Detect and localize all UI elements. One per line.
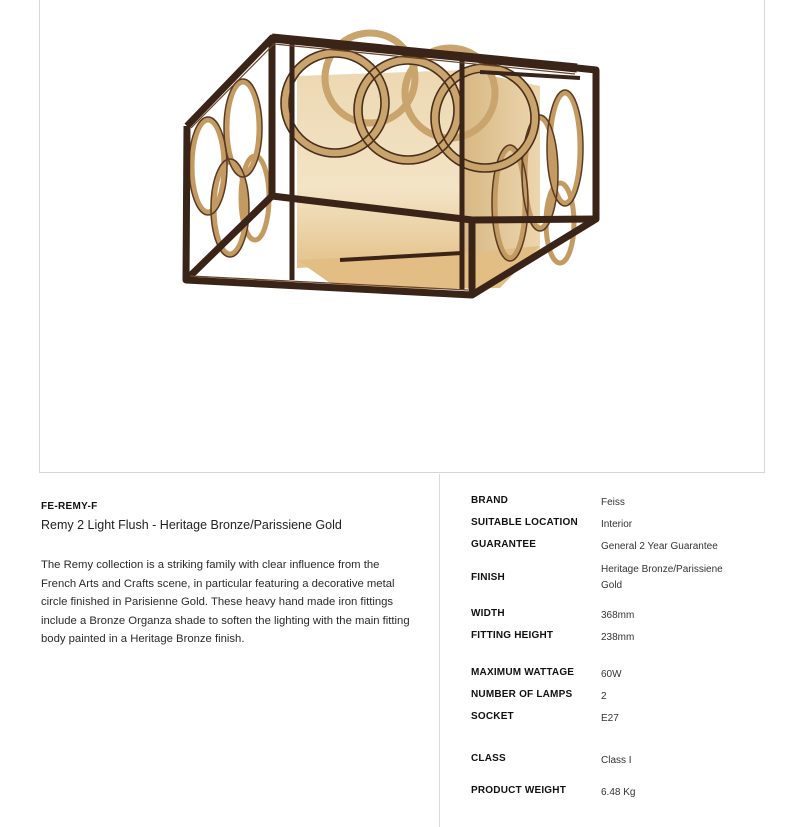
spec-row-product-weight [471, 785, 771, 803]
spec-row-number-of-lamps [471, 689, 771, 707]
spec-row-maximum-wattage [471, 667, 771, 685]
spec-value: Feiss [601, 497, 625, 508]
product-title: Remy 2 Light Flush - Heritage Bronze/Parissiene Gold [41, 518, 342, 532]
spec-row-class [471, 753, 771, 771]
spec-label: SOCKET [471, 711, 514, 722]
product-image-frame [39, 0, 765, 473]
product-description: The Remy collection is a striking family with clear influence from the French Arts and Crafts scene, in particular featuring a decorative metal circle finished in Parisienne Gold. These heavy hand made iron fittings include a Bronze Organza shade to soften the lighting with the main fitting body painted in a Heritage Bronze finish. [41, 559, 410, 646]
spec-row-finish [471, 562, 771, 596]
spec-label: FINISH [471, 572, 505, 583]
spec-value: E27 [601, 713, 619, 724]
spec-value: 6.48 Kg [601, 787, 636, 798]
column-divider [439, 474, 440, 827]
spec-label: NUMBER OF LAMPS [471, 689, 573, 700]
spec-label: PRODUCT WEIGHT [471, 785, 567, 796]
spec-row-suitable-location [471, 517, 771, 535]
spec-value: 60W [601, 669, 622, 680]
spec-value: Class I [601, 755, 632, 766]
spec-row-fitting-height [471, 630, 771, 648]
flush-ceiling-light-image [40, 0, 766, 473]
spec-label: MAXIMUM WATTAGE [471, 667, 575, 678]
spec-label: GUARANTEE [471, 539, 537, 550]
spec-label: FITTING HEIGHT [471, 630, 554, 641]
spec-value: Interior [601, 519, 633, 530]
spec-label: CLASS [471, 753, 506, 764]
spec-row-brand [471, 495, 771, 513]
spec-row-socket [471, 711, 771, 729]
spec-value: 368mm [601, 610, 635, 621]
spec-row-width [471, 608, 771, 626]
spec-value: 238mm [601, 632, 635, 643]
spec-row-guarantee [471, 539, 771, 557]
spec-label: SUITABLE LOCATION [471, 517, 578, 528]
product-sku: FE-REMY-F [41, 501, 98, 512]
spec-label: BRAND [471, 495, 509, 506]
spec-value: General 2 Year Guarantee [601, 541, 718, 552]
spec-value: 2 [601, 691, 607, 702]
spec-value: Heritage Bronze/Parissiene Gold [601, 564, 723, 591]
product-info [41, 500, 416, 649]
spec-label: WIDTH [471, 608, 505, 619]
